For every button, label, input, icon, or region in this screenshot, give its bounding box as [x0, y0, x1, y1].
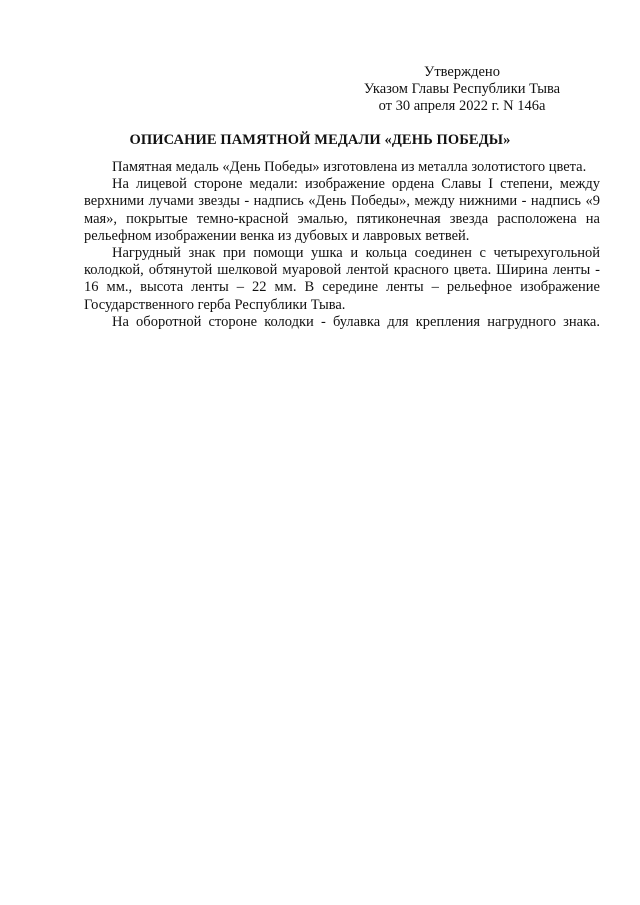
approval-line-approved: Утверждено — [424, 64, 500, 80]
paragraph-ribbon: Нагрудный знак при помощи ушка и кольца соединен с четырехугольной колодкой, обтянутой шелковой муаровой лентой красного цвета. Ширина ленты - 16 мм., высота ленты – 22 мм. В середине ленты – рельефное изображение Государственного герба Республики Тыва. — [84, 245, 600, 313]
paragraph-material: Памятная медаль «День Победы» изготовлена из металла золотистого цвета. — [112, 159, 587, 175]
document-body — [84, 159, 600, 331]
paragraph-obverse: На лицевой стороне медали: изображение ордена Славы I степени, между верхними лучами звезды - надпись «День Победы», между нижними - надпись «9 мая», покрытые темно-красной эмалью, пятиконечная звезда расположена на рельефном изображении венка из дубовых и лавровых ветвей. — [84, 176, 600, 244]
document-title: ОПИСАНИЕ ПАМЯТНОЙ МЕДАЛИ «ДЕНЬ ПОБЕДЫ» — [129, 132, 511, 148]
paragraph-reverse: На оборотной стороне колодки - булавка для крепления нагрудного знака. — [112, 313, 600, 330]
approval-line-decree: Указом Главы Республики Тыва — [363, 81, 561, 97]
approval-line-date: от 30 апреля 2022 г. N 146а — [378, 98, 546, 114]
approval-block — [362, 64, 562, 115]
